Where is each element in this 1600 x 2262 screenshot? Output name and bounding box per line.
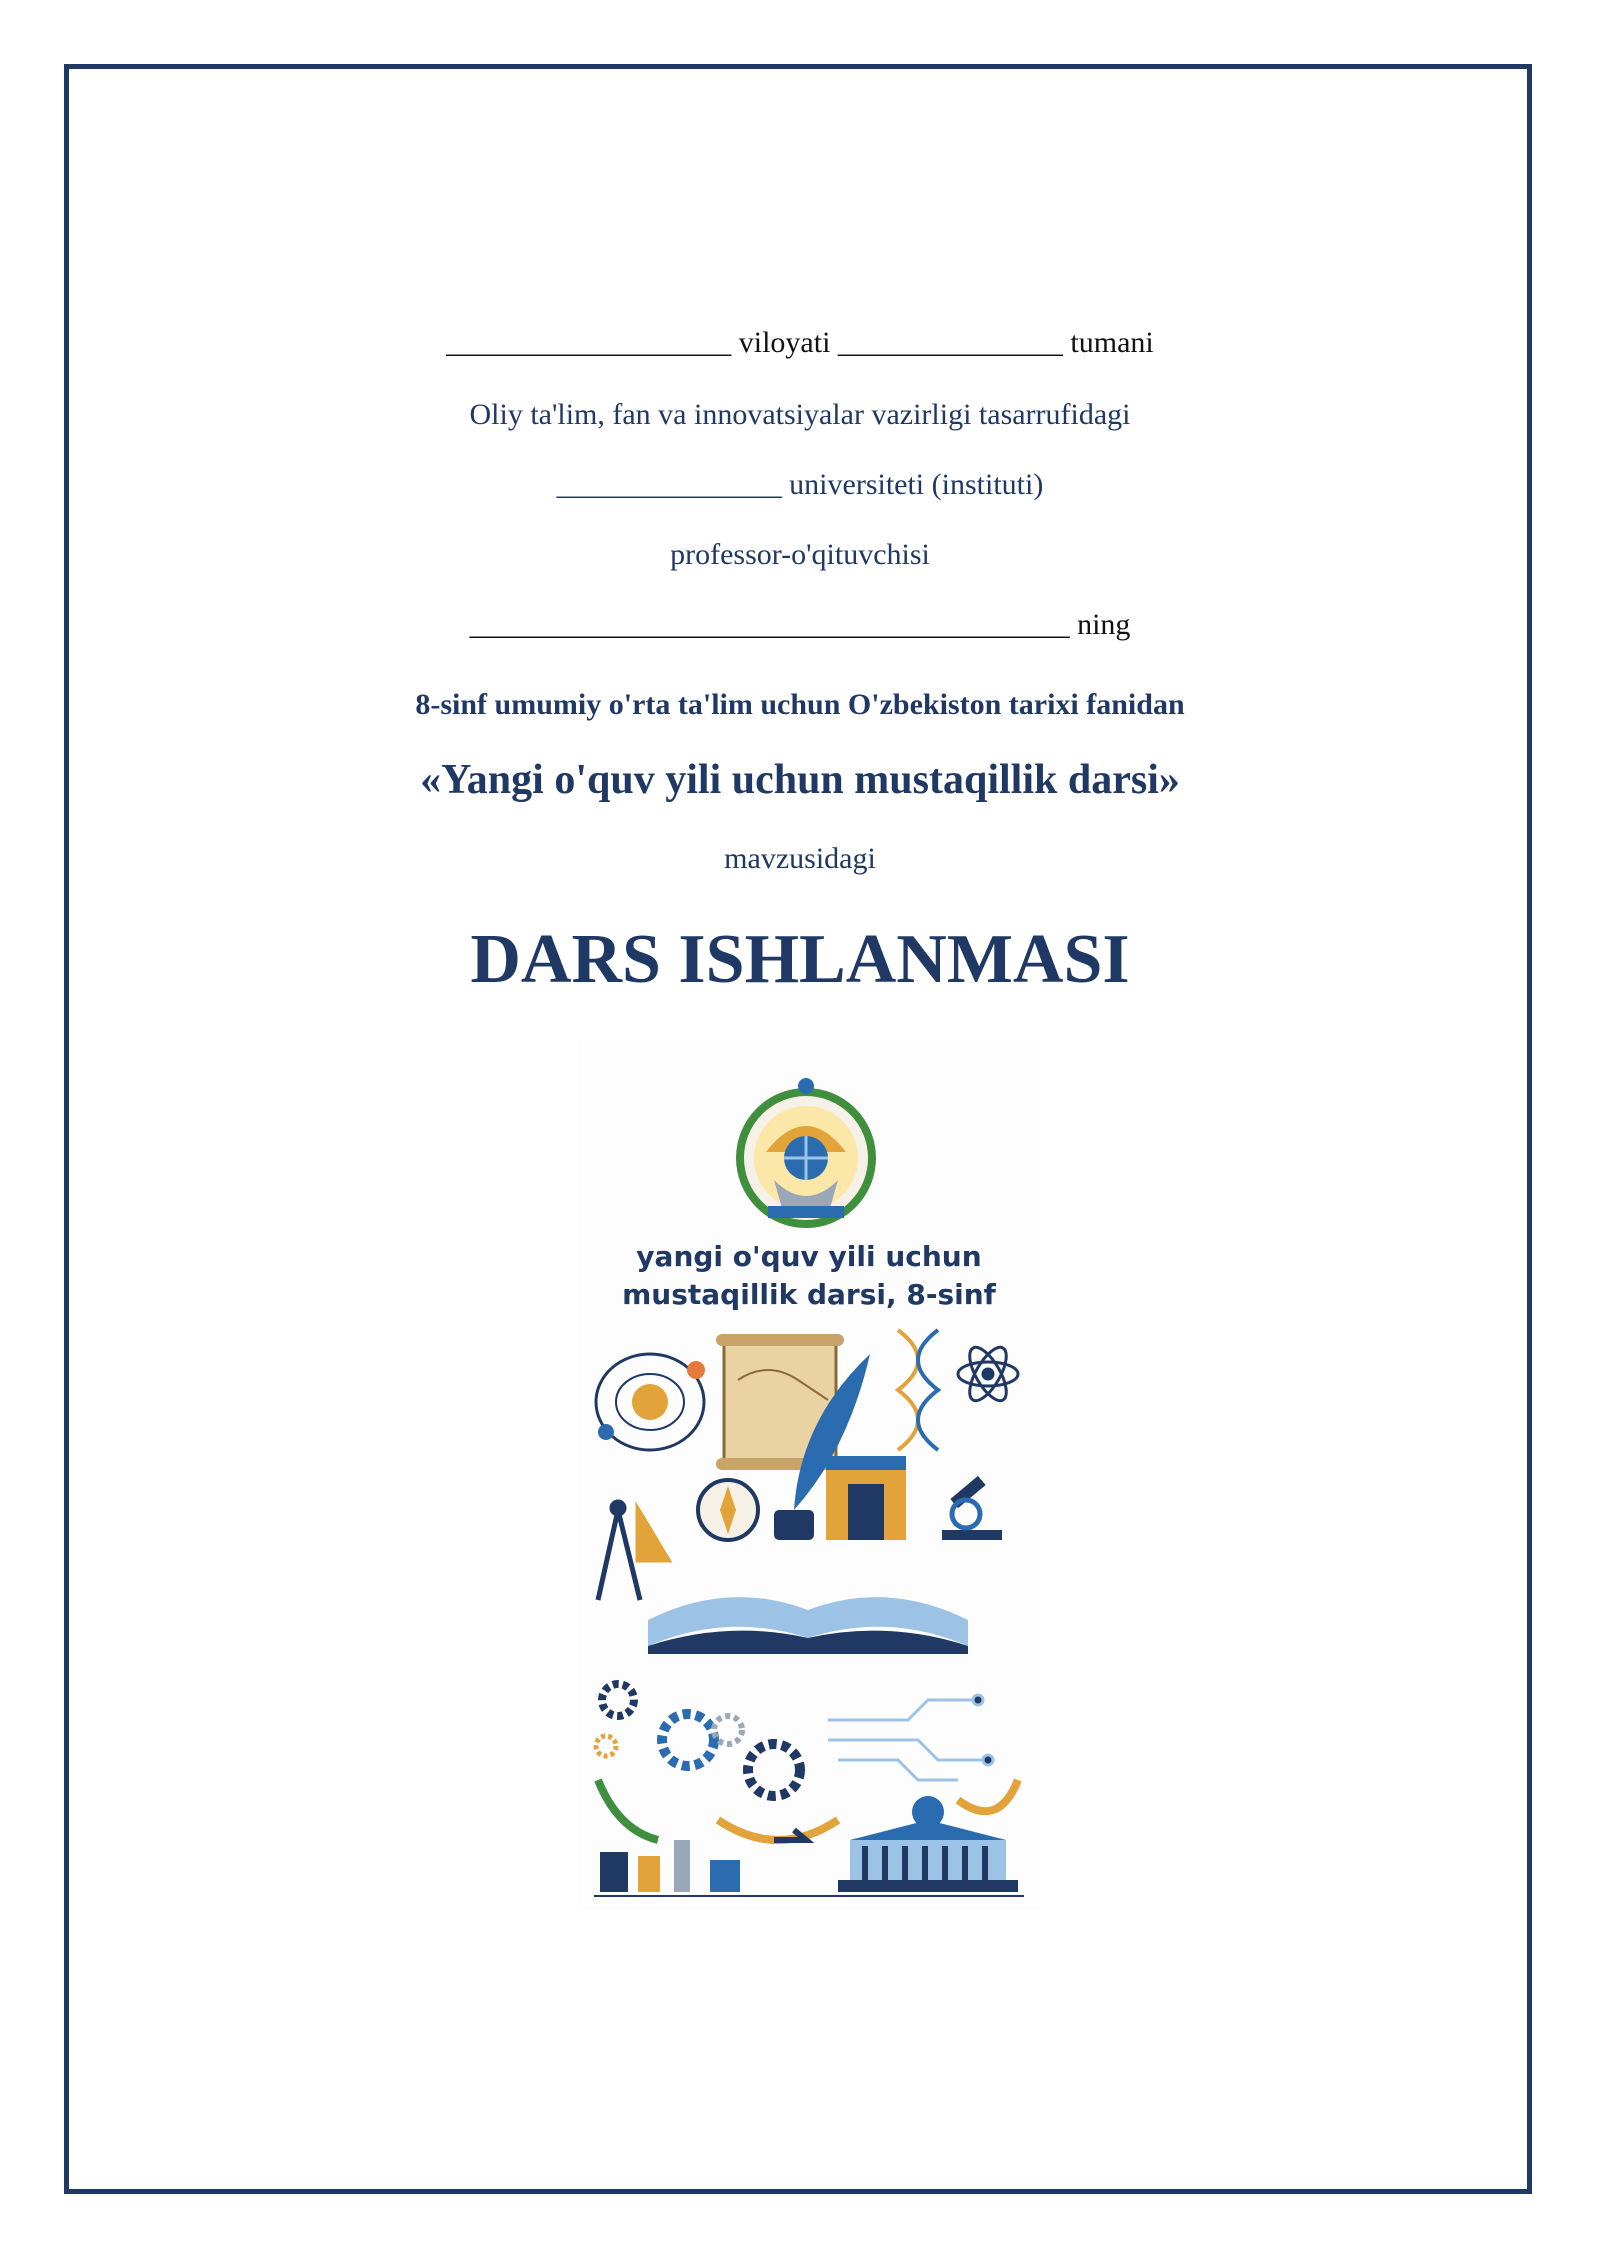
chess-pieces-icon <box>600 1830 806 1892</box>
cover-title-line2: mustaqillik darsi, 8-sinf <box>622 1278 996 1311</box>
ministry-line: Oliy ta'lim, fan va innovatsiyalar vazirligi tasarrufidagi <box>469 398 1131 431</box>
district-label: tumani <box>1070 326 1154 359</box>
open-book-icon <box>648 1597 968 1654</box>
region-blank[interactable]: ___________________ <box>446 326 732 359</box>
solar-system-icon <box>596 1354 705 1450</box>
university-line <box>0 468 1600 502</box>
dna-icon <box>898 1330 938 1450</box>
architecture-icon <box>826 1456 906 1540</box>
atom-icon <box>958 1342 1018 1406</box>
name-blank[interactable]: ________________________________________ <box>469 608 1070 641</box>
university-blank[interactable]: _______________ <box>556 468 782 501</box>
drafting-compass-icon <box>598 1502 668 1600</box>
cover-illustration-art <box>578 1040 1040 1910</box>
position-line: professor-o'qituvchisi <box>670 538 930 571</box>
state-emblem-icon <box>740 1078 872 1224</box>
university-label: universiteti (instituti) <box>789 468 1044 501</box>
cover-title-line1: yangi o'quv yili uchun <box>636 1240 982 1273</box>
circuit-icon <box>828 1695 993 1780</box>
name-suffix: ning <box>1077 608 1131 641</box>
name-line <box>0 608 1600 642</box>
region-district-line <box>0 326 1600 360</box>
cover-illustration <box>578 1040 1040 1910</box>
document-title: DARS ISHLANMASI <box>470 921 1130 998</box>
district-blank[interactable]: _______________ <box>837 326 1063 359</box>
compass-icon <box>698 1480 758 1540</box>
subject-line: 8-sinf umumiy o'rta ta'lim uchun O'zbekiston tarixi fanidan <box>415 688 1185 721</box>
gears-icon <box>596 1684 800 1796</box>
topic-title: «Yangi o'quv yili uchun mustaqillik darsi» <box>420 757 1180 803</box>
region-label: viloyati <box>738 326 831 359</box>
topic-suffix: mavzusidagi <box>724 842 876 875</box>
microscope-icon <box>942 1476 1002 1540</box>
